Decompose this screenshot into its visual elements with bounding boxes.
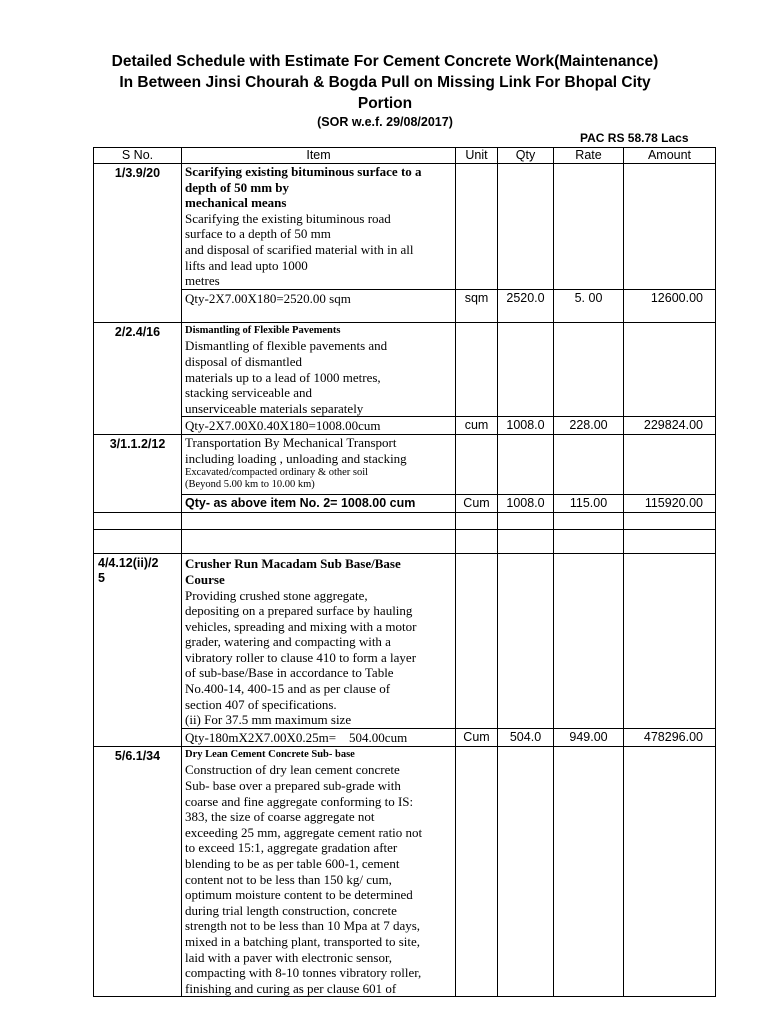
item-text: disposal of dismantled <box>185 353 302 369</box>
qty-cell: 504.0 <box>498 728 554 746</box>
item-text: grader, watering and compacting with a <box>185 634 391 650</box>
document-title-line-2: In Between Jinsi Chourah & Bogda Pull on Missing Link For Bhopal City <box>119 74 651 91</box>
item-text: materials up to a lead of 1000 metres, <box>185 369 381 385</box>
item-text: (ii) For 37.5 mm maximum size <box>185 712 352 728</box>
empty-row <box>94 513 716 530</box>
item-text: strength not to be less than 10 Mpa at 7 days, <box>185 918 421 934</box>
row-sno: 3/1.1.2/12 <box>94 435 182 513</box>
table-row-qty <box>94 728 716 746</box>
header-qty: Qty <box>498 148 554 164</box>
header-rate: Rate <box>554 148 624 164</box>
item-text: optimum moisture content to be determined <box>185 887 413 903</box>
item-text: No.400-14, 400-15 and as per clause of <box>185 681 391 697</box>
item-text: Dismantling of flexible pavements and <box>185 338 388 354</box>
item-text: stacking serviceable and <box>185 385 313 401</box>
item-text: depositing on a prepared surface by hauling <box>185 603 413 619</box>
item-description <box>182 554 456 729</box>
item-text: Sub- base over a prepared sub-grade with <box>185 778 401 794</box>
item-text: surface to a depth of 50 mm <box>185 226 331 242</box>
item-text: including loading , unloading and stacking <box>185 450 407 466</box>
empty-row <box>94 530 716 554</box>
item-text: Excavated/compacted ordinary & other soil <box>185 466 369 478</box>
row-sno <box>94 554 182 747</box>
document-title-line-3: Portion <box>357 95 413 112</box>
item-text: blending to be as per table 600-1, cement <box>185 856 400 871</box>
item-text: and disposal of scarified material with in all <box>185 241 414 257</box>
row-sno: 1/3.9/20 <box>94 164 182 323</box>
table-row <box>94 435 716 495</box>
header-sno: S No. <box>94 148 182 164</box>
table-row <box>94 554 716 729</box>
item-description <box>182 322 456 417</box>
item-text: finishing and curing as per clause 601 of <box>185 980 397 996</box>
item-heading: Crusher Run Macadam Sub Base/Base <box>185 556 401 572</box>
sor-date: (SOR w.e.f. 29/08/2017) <box>317 115 453 129</box>
document-title-line-1: Detailed Schedule with Estimate For Cement Concrete Work(Maintenance) <box>111 53 659 70</box>
item-heading: Course <box>185 571 225 587</box>
row-sno-part: 4/4.12(ii)/2 <box>98 556 159 571</box>
row-sno: 5/6.1/34 <box>94 746 182 997</box>
qty-calculation: Qty-2X7.00X180=2520.00 sqm <box>182 289 456 322</box>
table-row <box>94 746 716 997</box>
amount-cell: 12600.00 <box>624 289 716 322</box>
table-header-row <box>94 148 716 164</box>
amount-cell: 478296.00 <box>624 728 716 746</box>
unit-cell: sqm <box>456 289 498 322</box>
qty-calculation: Qty-2X7.00X0.40X180=1008.00cum <box>182 417 456 435</box>
rate-cell: 5. 00 <box>554 289 624 322</box>
table-row <box>94 164 716 290</box>
unit-cell: cum <box>456 417 498 435</box>
amount-cell: 115920.00 <box>624 495 716 513</box>
rate-cell: 949.00 <box>554 728 624 746</box>
rate-cell: 115.00 <box>554 495 624 513</box>
item-text: laid with a paver with electronic sensor, <box>185 949 393 965</box>
qty-cell: 2520.0 <box>498 289 554 322</box>
item-heading: Scarifying existing bituminous surface to a <box>185 164 422 179</box>
table-row-qty <box>94 417 716 435</box>
item-description <box>182 746 456 997</box>
header-item: Item <box>182 148 456 164</box>
item-heading: Dry Lean Cement Concrete Sub- base <box>185 748 355 760</box>
header-amount: Amount <box>624 148 716 164</box>
item-text: Providing crushed stone aggregate, <box>185 587 368 603</box>
item-text: lifts and lead upto 1000 <box>185 257 308 273</box>
item-text: to exceed 15:1, aggregate gradation after <box>185 840 398 856</box>
rate-cell: 228.00 <box>554 417 624 435</box>
item-text: compacting with 8-10 tonnes vibratory roller, <box>185 965 422 981</box>
table-row-qty <box>94 495 716 513</box>
item-text: coarse and fine aggregate conforming to IS: <box>185 793 414 809</box>
item-text: Transportation By Mechanical Transport <box>185 435 397 451</box>
item-text: exceeding 25 mm, aggregate cement ratio not <box>185 824 423 840</box>
item-text: vibratory roller to clause 410 to form a layer <box>185 649 417 665</box>
qty-cell: 1008.0 <box>498 495 554 513</box>
item-description <box>182 435 456 495</box>
row-sno-part: 5 <box>98 571 105 586</box>
amount-cell: 229824.00 <box>624 417 716 435</box>
item-text: unserviceable materials separately <box>185 400 364 416</box>
item-heading: Dismantling of Flexible Pavements <box>185 324 341 336</box>
item-text: vehicles, spreading and mixing with a motor <box>185 618 417 634</box>
row-sno: 2/2.4/16 <box>94 322 182 435</box>
header-unit: Unit <box>456 148 498 164</box>
item-text: Scarifying the existing bituminous road <box>185 210 391 226</box>
estimate-table <box>93 147 716 997</box>
qty-cell: 1008.0 <box>498 417 554 435</box>
qty-calculation: Qty- as above item No. 2= 1008.00 cum <box>182 495 456 513</box>
item-text: 383, the size of coarse aggregate not <box>185 809 375 825</box>
item-text: (Beyond 5.00 km to 10.00 km) <box>185 479 315 490</box>
item-description <box>182 164 456 290</box>
item-heading: mechanical means <box>185 195 287 211</box>
unit-cell: Cum <box>456 728 498 746</box>
pac-amount: PAC RS 58.78 Lacs <box>580 131 689 145</box>
qty-calculation: Qty-180mX2X7.00X0.25m= 504.00cum <box>182 728 456 746</box>
item-text: of sub-base/Base in accordance to Table <box>185 665 394 681</box>
item-text: mixed in a batching plant, transported to site, <box>185 933 421 949</box>
table-row-qty <box>94 289 716 322</box>
item-text: Construction of dry lean cement concrete <box>185 762 400 778</box>
item-text: during trial length construction, concrete <box>185 902 397 918</box>
table-row <box>94 322 716 417</box>
item-text: content not to be less than 150 kg/ cum, <box>185 871 392 887</box>
item-text: section 407 of specifications. <box>185 696 337 712</box>
unit-cell: Cum <box>456 495 498 513</box>
item-text: metres <box>185 273 220 289</box>
item-heading: depth of 50 mm by <box>185 179 290 195</box>
